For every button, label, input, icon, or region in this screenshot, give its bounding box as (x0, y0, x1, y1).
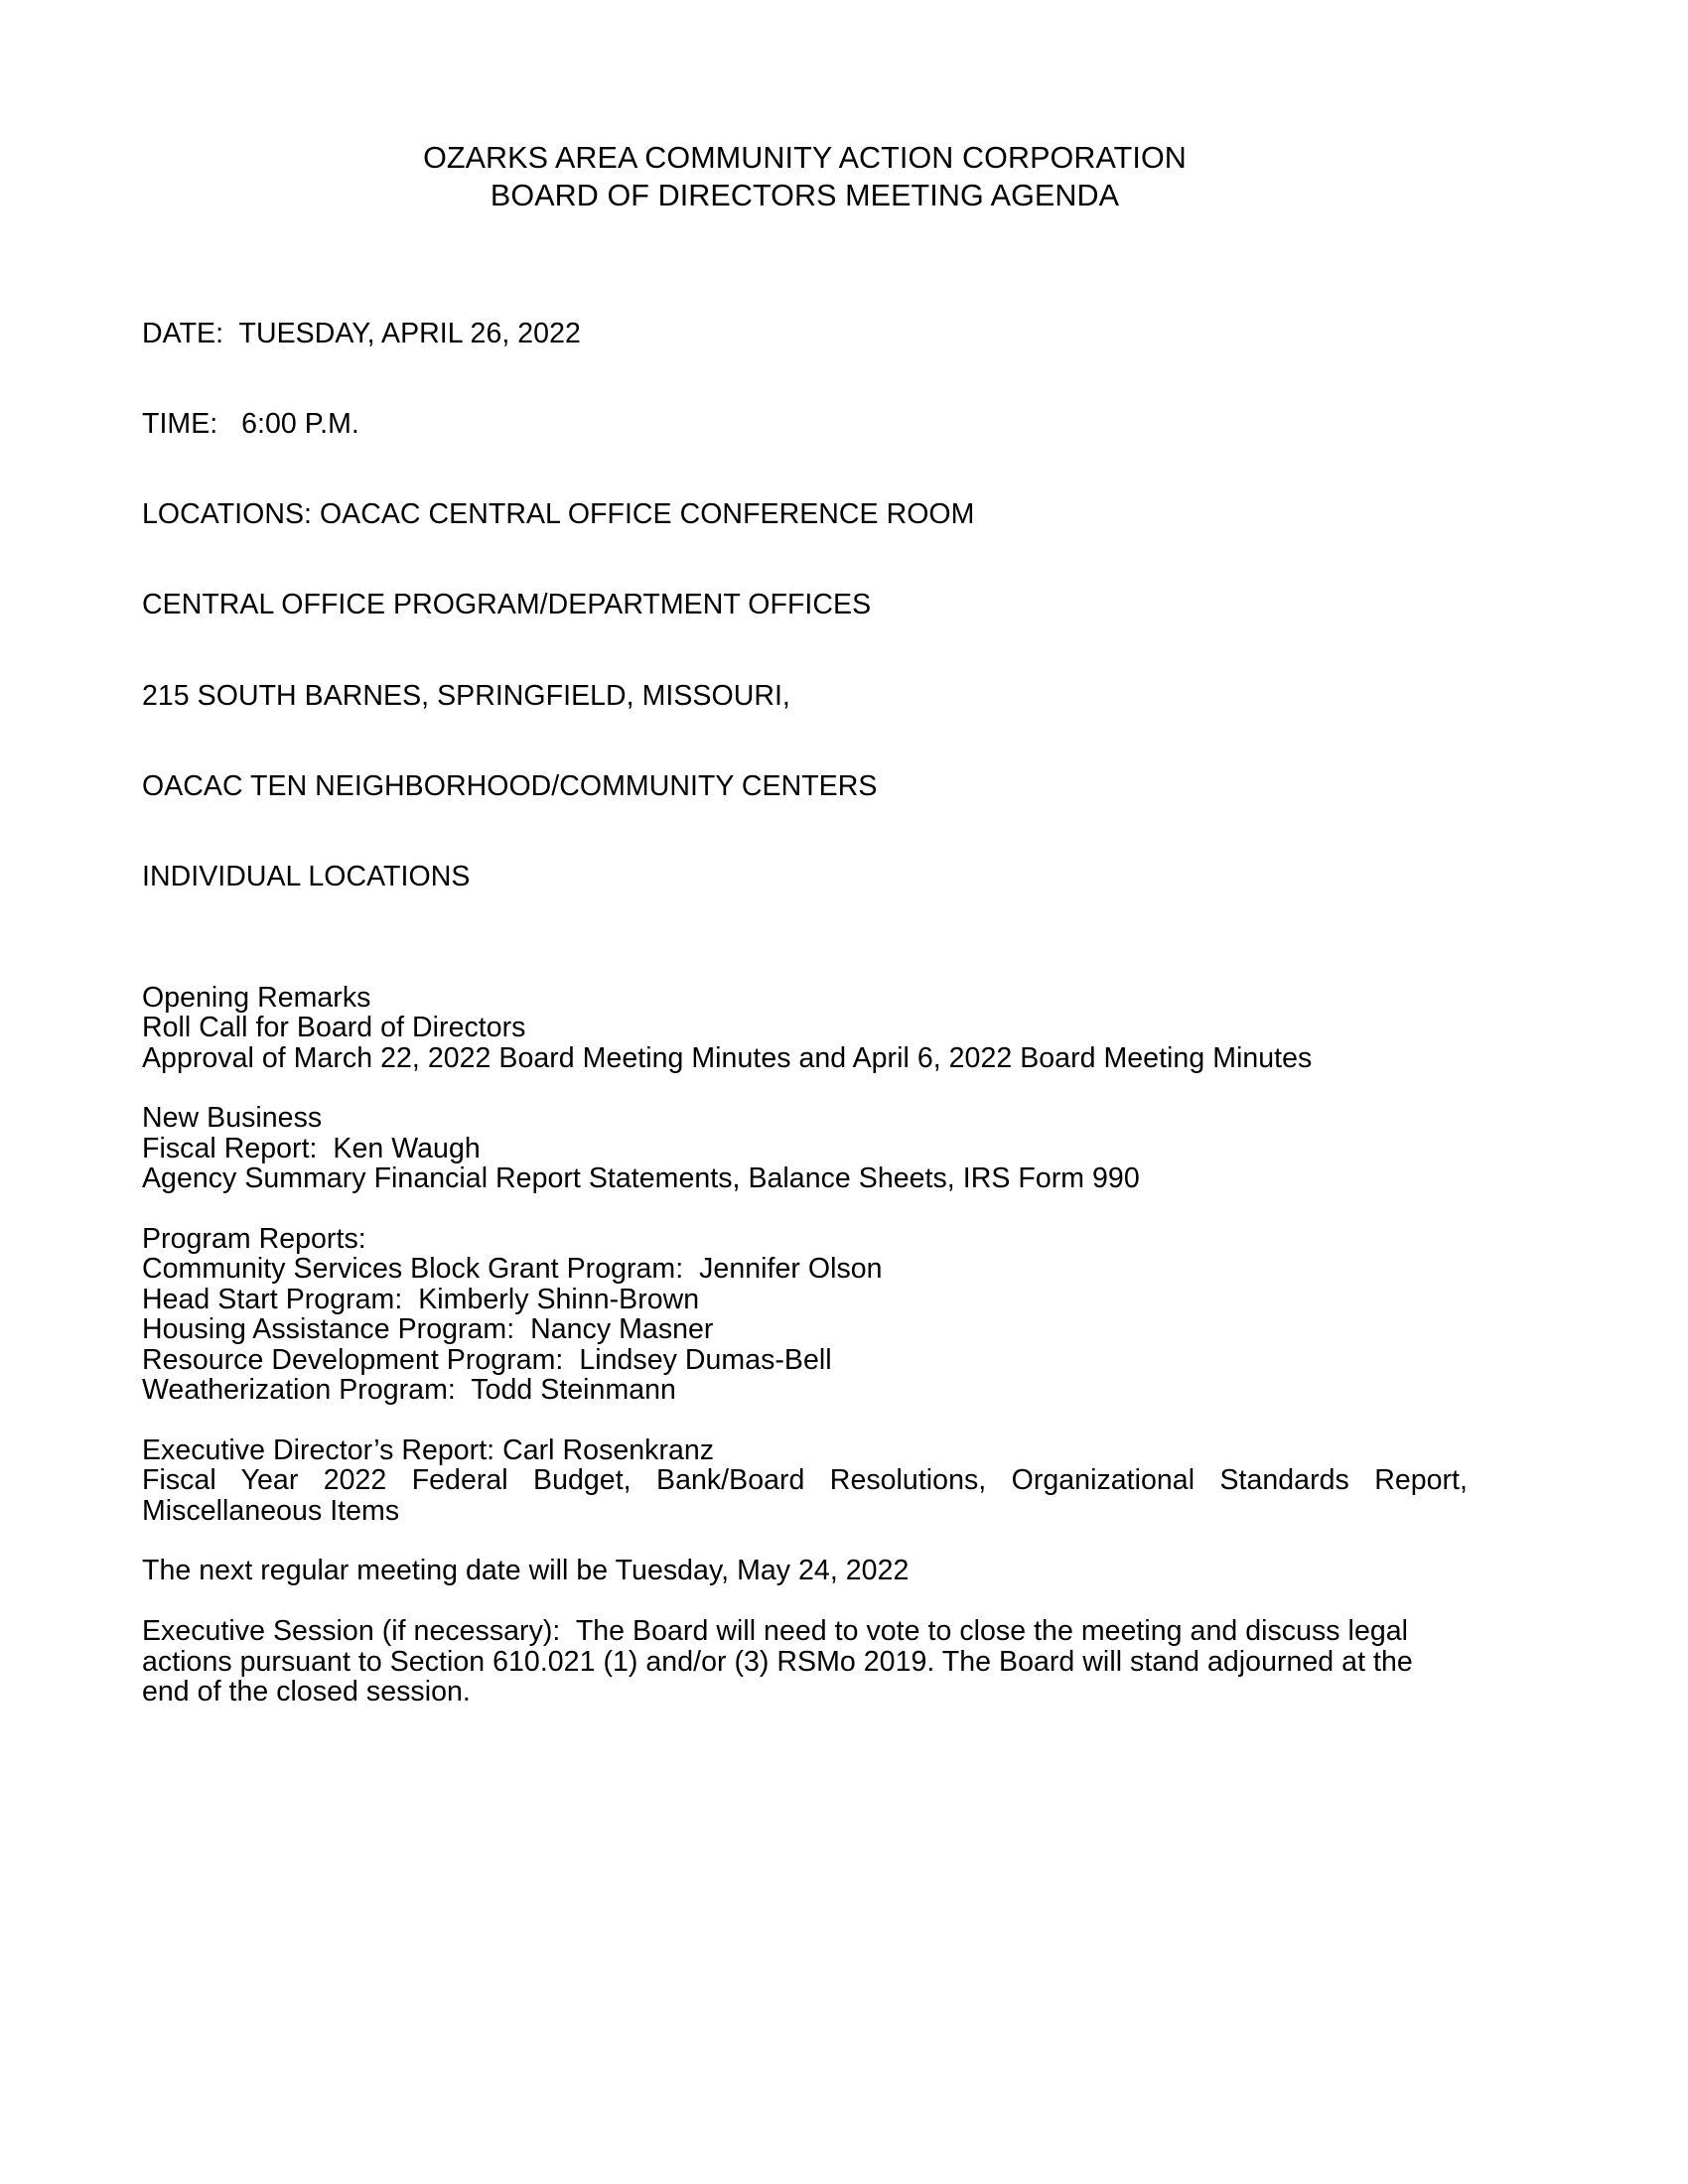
new-business-heading: New Business (142, 1102, 323, 1135)
meeting-info-block (142, 258, 1468, 952)
next-meeting-line: The next regular meeting date will be Tuesday, May 24, 2022 (142, 1555, 910, 1587)
meeting-location-line-4: OACAC TEN NEIGHBORHOOD/COMMUNITY CENTERS (142, 769, 878, 802)
meeting-locations-line: LOCATIONS: OACAC CENTRAL OFFICE CONFERENCE ROOM (142, 498, 975, 531)
program-reports-heading: Program Reports: (142, 1222, 366, 1255)
fiscal-report-detail-line: Agency Summary Financial Report Statements, Balance Sheets, IRS Form 990 (142, 1162, 1140, 1195)
executive-director-detail-paragraph: Fiscal Year 2022 Federal Budget, Bank/Board Resolutions, Organizational Standards Report, Miscellaneous Items (142, 1464, 1468, 1527)
meeting-date-line: DATE: TUESDAY, APRIL 26, 2022 (142, 317, 581, 349)
program-report-item: Housing Assistance Program: Nancy Masner (142, 1313, 714, 1346)
title-line-subject: BOARD OF DIRECTORS MEETING AGENDA (490, 179, 1120, 212)
document-title (142, 139, 1468, 214)
spacer (142, 1586, 1468, 1616)
spacer (142, 1405, 1468, 1434)
program-report-item: Resource Development Program: Lindsey Dumas-Bell (142, 1343, 832, 1376)
meeting-location-line-3: 215 SOUTH BARNES, SPRINGFIELD, MISSOURI, (142, 679, 790, 712)
program-report-item: Community Services Block Grant Program: Jennifer Olson (142, 1253, 883, 1286)
meeting-location-line-2: CENTRAL OFFICE PROGRAM/DEPARTMENT OFFICES (142, 589, 872, 621)
spacer (142, 1073, 1468, 1103)
spacer (142, 952, 1468, 982)
spacer (142, 1526, 1468, 1556)
roll-call-line: Roll Call for Board of Directors (142, 1012, 526, 1044)
opening-remarks-line: Opening Remarks (142, 981, 371, 1014)
meeting-location-line-5: INDIVIDUAL LOCATIONS (142, 861, 471, 893)
spacer (142, 1194, 1468, 1224)
fiscal-report-line: Fiscal Report: Ken Waugh (142, 1132, 481, 1164)
program-report-item: Head Start Program: Kimberly Shinn-Brown (142, 1283, 700, 1315)
program-report-item: Weatherization Program: Todd Steinmann (142, 1373, 676, 1406)
executive-session-paragraph: Executive Session (if necessary): The Board will need to vote to close the meeting and discuss legal actions pursuant to Section 610.021 (1) and/or (3) RSMo 2019. The Board will stand adjourned at the end of the closed session. (142, 1615, 1421, 1707)
document-body (142, 139, 1468, 1706)
meeting-time-line: TIME: 6:00 P.M. (142, 408, 359, 441)
approval-minutes-paragraph: Approval of March 22, 2022 Board Meeting Minutes and April 6, 2022 Board Meeting Minutes (142, 1041, 1313, 1074)
title-line-organization: OZARKS AREA COMMUNITY ACTION CORPORATION (423, 141, 1187, 175)
executive-director-report-line: Executive Director’s Report: Carl Rosenkranz (142, 1433, 715, 1466)
